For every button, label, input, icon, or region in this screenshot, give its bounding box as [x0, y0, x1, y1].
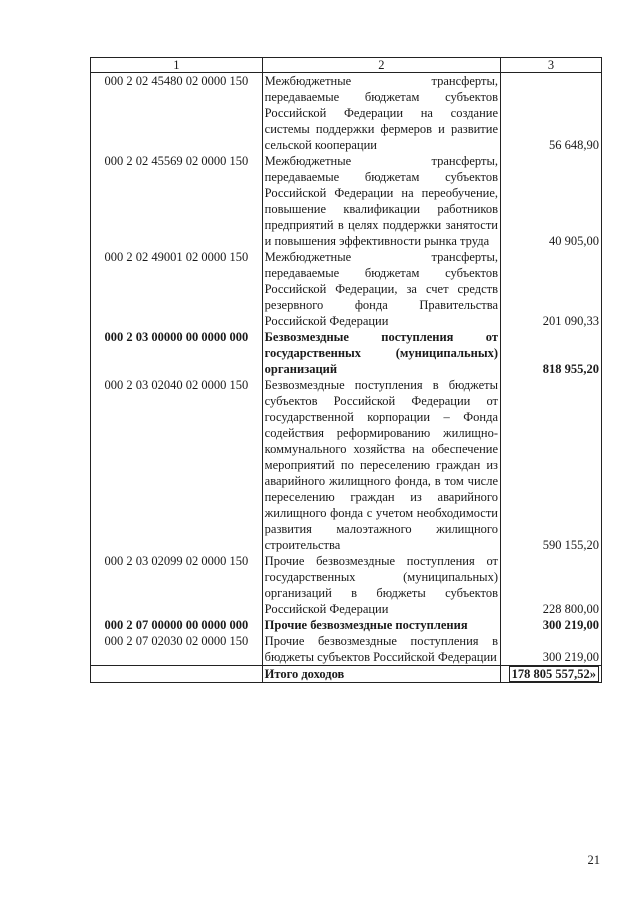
total-empty-cell [91, 666, 263, 683]
code-cell: 000 2 03 00000 00 0000 000 [91, 329, 263, 377]
total-amount: 178 805 557,52» [509, 666, 599, 682]
amount-cell: 300 219,00 [501, 633, 602, 666]
amount-cell: 40 905,00 [501, 153, 602, 249]
table-row [91, 73, 602, 154]
page-number: 21 [587, 853, 600, 867]
description-cell: Межбюджетные трансферты, передаваемые бюджетам субъектов Российской Федерации, за счет средств резервного фонда Правительства Российской Федерации [262, 249, 500, 329]
amount-cell: 228 800,00 [501, 553, 602, 617]
description-cell: Безвозмездные поступления от государственных (муниципальных) организаций [262, 329, 500, 377]
table-row [91, 633, 602, 666]
header-cell-3: 3 [501, 58, 602, 73]
amount-cell: 590 155,20 [501, 377, 602, 553]
description-cell: Прочие безвозмездные поступления от государственных (муниципальных) организаций в бюджеты субъектов Российской Федерации [262, 553, 500, 617]
code-cell: 000 2 07 00000 00 0000 000 [91, 617, 263, 633]
table-row [91, 553, 602, 617]
header-row [91, 58, 602, 73]
code-cell: 000 2 02 49001 02 0000 150 [91, 249, 263, 329]
amount-cell: 201 090,33 [501, 249, 602, 329]
amount-cell: 818 955,20 [501, 329, 602, 377]
code-cell: 000 2 02 45480 02 0000 150 [91, 73, 263, 154]
table-row [91, 377, 602, 553]
total-label: Итого доходов [262, 666, 500, 683]
table-row [91, 617, 602, 633]
table-row [91, 249, 602, 329]
budget-table [90, 57, 602, 683]
table-row [91, 329, 602, 377]
code-cell: 000 2 02 45569 02 0000 150 [91, 153, 263, 249]
amount-cell: 56 648,90 [501, 73, 602, 154]
table-row [91, 153, 602, 249]
total-amount-cell [501, 666, 602, 683]
description-cell: Прочие безвозмездные поступления [262, 617, 500, 633]
code-cell: 000 2 07 02030 02 0000 150 [91, 633, 263, 666]
description-cell: Межбюджетные трансферты, передаваемые бюджетам субъектов Российской Федерации на переобучение, повышение квалификации работников предприятий в целях поддержки занятости и повышения эффективности рынка труда [262, 153, 500, 249]
code-cell: 000 2 03 02040 02 0000 150 [91, 377, 263, 553]
table-body [91, 58, 602, 683]
description-cell: Безвозмездные поступления в бюджеты субъектов Российской Федерации от государственной корпорации – Фонда содействия реформированию жилищно-коммунального хозяйства на обеспечение мероприятий по переселению граждан из аварийного жилищного фонда, в том числе переселению граждан из аварийного жилищного фонда с учетом необходимости развития малоэтажного жилищного строительства [262, 377, 500, 553]
header-cell-1: 1 [91, 58, 263, 73]
code-cell: 000 2 03 02099 02 0000 150 [91, 553, 263, 617]
description-cell: Прочие безвозмездные поступления в бюджеты субъектов Российской Федерации [262, 633, 500, 666]
amount-cell: 300 219,00 [501, 617, 602, 633]
description-cell: Межбюджетные трансферты, передаваемые бюджетам субъектов Российской Федерации на создание системы поддержки фермеров и развитие сельской кооперации [262, 73, 500, 154]
total-row [91, 666, 602, 683]
header-cell-2: 2 [262, 58, 500, 73]
